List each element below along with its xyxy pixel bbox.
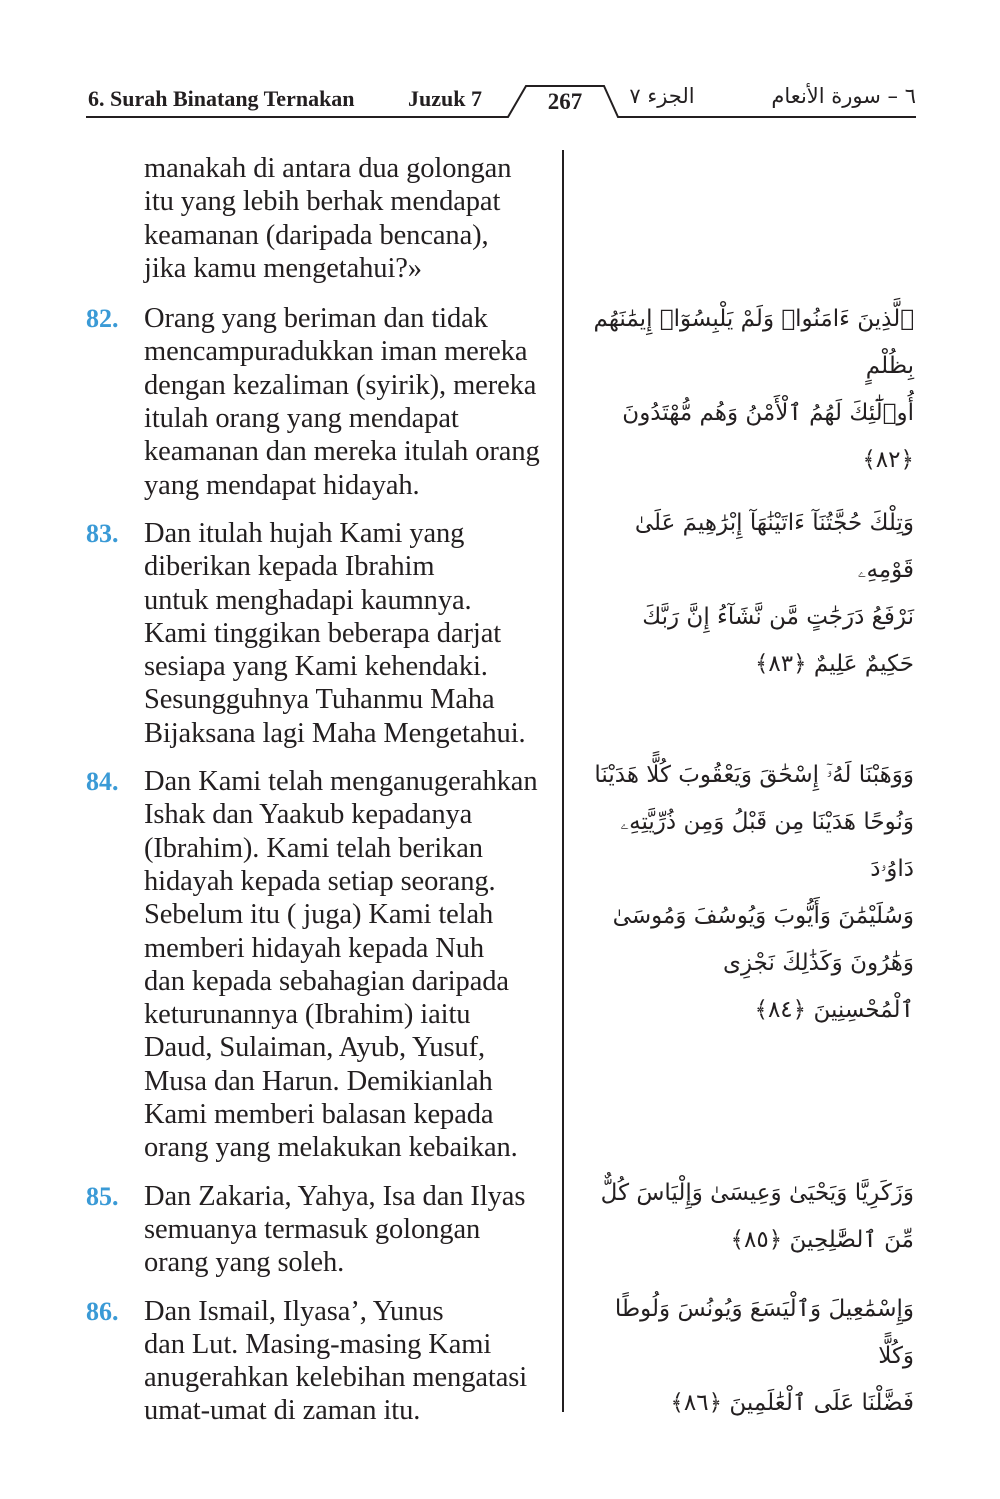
verse-translation: Dan Zakaria, Yahya, Isa dan Ilyas semuanya termasuk golongan orang yang soleh.: [144, 1180, 526, 1279]
verse-number: 82.: [86, 304, 119, 334]
arabic-verse-83: وَتِلْكَ حُجَّتُنَآ ءَاتَيْنَٰهَآ إِبْرَٰهِيمَ عَلَىٰ قَوْمِهِۦ نَرْفَعُ دَرَجَٰتٍ مَّن نَّشَآءُ إِنَّ رَبَّكَ حَكِيمٌ عَلِيمٌ ﴿٨٣﴾: [634, 510, 914, 677]
verse-84: [86, 765, 560, 1165]
verse-translation: Dan Kami telah menganugerahkan Ishak dan Yaakub kepadanya (Ibrahim). Kami telah berikan hidayah kepada setiap seorang. Sebelum itu ( juga) Kami telah memberi hidayah kepada Nuh dan kepada sebahagian daripada keturunannya (Ibrahim) iaitu Daud, Sulaiman, Ayub, Yusuf, Musa dan Harun. Demikianlah Kami memberi balasan kepada orang yang melakukan kebaikan.: [144, 766, 538, 1164]
verse-number: 83.: [86, 518, 119, 548]
translation-column: [86, 152, 560, 1443]
header-surah-latin: 6. Surah Binatang Ternakan: [88, 86, 355, 111]
header-juzuk-latin: Juzuk 7: [408, 86, 482, 111]
arabic-verse-84: وَوَهَبْنَا لَهُۥٓ إِسْحَٰقَ وَيَعْقُوبَ كُلًّا هَدَيْنَا وَنُوحًا هَدَيْنَا مِن قَبْلُ وَمِن ذُرِّيَّتِهِۦ دَاوُۥدَ وَسُلَيْمَٰنَ وَأَيُّوبَ وَيُوسُفَ وَمُوسَىٰ وَهَٰرُونَ وَكَذَٰلِكَ نَجْزِى ٱلْمُحْسِنِينَ ﴿٨٤﴾: [594, 762, 914, 1023]
page-number: 267: [547, 89, 583, 114]
header-juzuk-arabic: الجزء ٧: [629, 84, 695, 108]
page-header: [0, 0, 1000, 130]
continuation-paragraph: [86, 152, 560, 285]
arabic-verse-86: وَإِسْمَٰعِيلَ وَٱلْيَسَعَ وَيُونُسَ وَلُوطًا وَكُلًّا فَضَّلْنَا عَلَى ٱلْعَٰلَمِينَ ﴿٨٦﴾: [614, 1296, 914, 1416]
verse-translation: Dan Ismail, Ilyasa’, Yunus dan Lut. Masing-masing Kami anugerahkan kelebihan mengatasi umat-umat di zaman itu.: [144, 1295, 528, 1427]
verse-number: 84.: [86, 767, 119, 797]
arabic-verse-85: وَزَكَرِيَّا وَيَحْيَىٰ وَعِيسَىٰ وَإِلْيَاسَ كُلٌّ مِّنَ ٱلصَّٰلِحِينَ ﴿٨٥﴾: [600, 1180, 914, 1253]
verse-85: [86, 1180, 560, 1280]
arabic-verse-82: ٱلَّذِينَ ءَامَنُوا۟ وَلَمْ يَلْبِسُوٓا۟ إِيمَٰنَهُم بِظُلْمٍ أُو۟لَٰٓئِكَ لَهُمُ ٱلْأَمْنُ وَهُم مُّهْتَدُونَ ﴿٨٢﴾: [593, 306, 914, 473]
header-surah-arabic: ٦ – سورة الأنعام: [771, 84, 916, 108]
verse-82: [86, 302, 560, 502]
continuation-text: manakah di antara dua golongan itu yang lebih berhak mendapat keamanan (daripada bencana), jika kamu mengetahui?»: [144, 153, 512, 284]
verse-83: [86, 517, 560, 750]
verse-86: [86, 1295, 560, 1428]
verse-translation: Orang yang beriman dan tidak mencampuradukkan iman mereka dengan kezaliman (syirik), mereka itulah orang yang mendapat keamanan dan mereka itulah orang yang mendapat hidayah.: [144, 303, 540, 501]
verse-number: 85.: [86, 1181, 119, 1211]
column-divider: [562, 150, 564, 1412]
verse-translation: Dan itulah hujah Kami yang diberikan kepada Ibrahim untuk menghadapi kaumnya. Kami tinggikan beberapa darjat sesiapa yang Kami kehendaki. Sesungguhnya Tuhanmu Maha Bijaksana lagi Maha Mengetahui.: [144, 517, 526, 749]
verse-number: 86.: [86, 1296, 119, 1326]
